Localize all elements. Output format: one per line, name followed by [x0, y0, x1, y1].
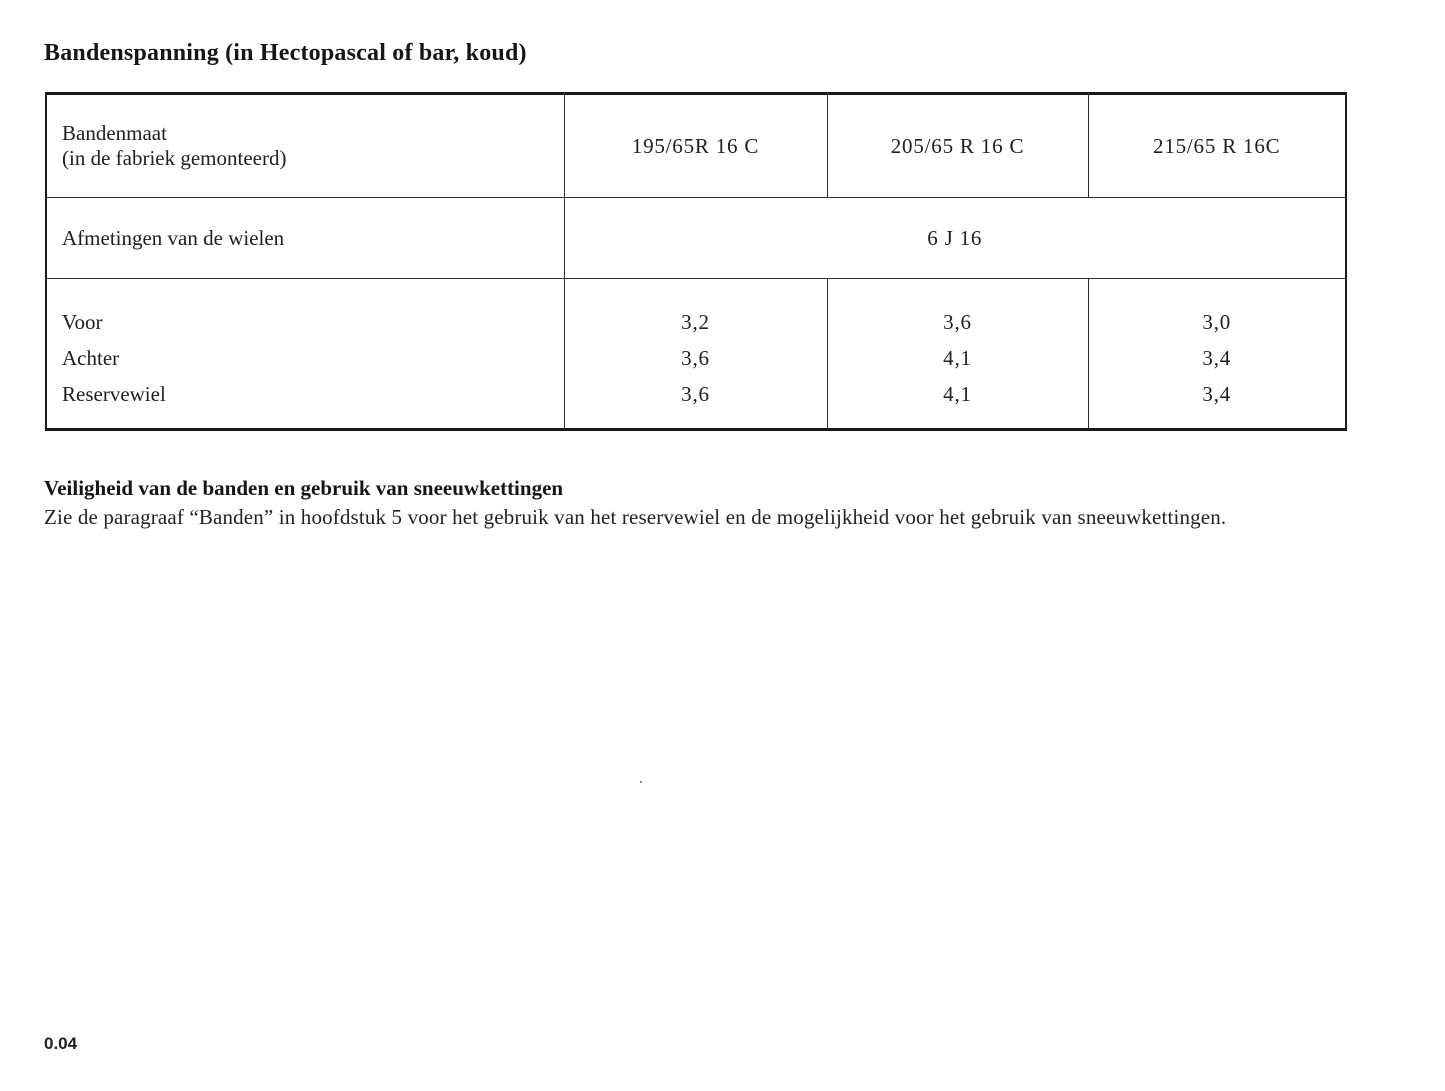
pressure-labels-cell	[46, 279, 564, 430]
tire-size-cell: 195/65R 16 C	[564, 94, 827, 198]
pressure-values-cell	[564, 279, 827, 430]
table-row-wheel-dimensions	[46, 198, 1346, 279]
table-row-pressures	[46, 279, 1346, 430]
pressure-value: 3,4	[1202, 381, 1232, 406]
pressure-label-front: Voor	[62, 309, 103, 334]
tire-pressure-table	[45, 92, 1347, 431]
table-row-tire-size	[46, 94, 1346, 198]
pressure-value: 3,6	[681, 381, 710, 406]
wheel-dimensions-label: Afmetingen van de wielen	[46, 198, 564, 279]
page-title: Bandenspanning (in Hectopascal of bar, koud)	[44, 40, 527, 66]
tire-size-label: Bandenmaat	[62, 121, 167, 145]
pressure-value: 4,1	[943, 345, 972, 370]
pressure-value: 3,6	[943, 309, 972, 334]
tire-size-cell: 205/65 R 16 C	[827, 94, 1088, 198]
pressure-value: 3,6	[681, 345, 710, 370]
tire-size-cell: 215/65 R 16C	[1088, 94, 1346, 198]
page-number: 0.04	[44, 1034, 78, 1053]
pressure-values-cell	[827, 279, 1088, 430]
tire-size-label-cell	[46, 94, 564, 198]
pressure-label-rear: Achter	[62, 345, 120, 370]
wheel-dimensions-value: 6 J 16	[564, 198, 1346, 279]
pressure-value: 3,2	[681, 309, 710, 334]
pressure-value: 3,0	[1202, 309, 1232, 334]
safety-section-body: Zie de paragraaf “Banden” in hoofdstuk 5 voor het gebruik van het reservewiel en de mogelijkheid voor het gebruik van sneeuwkettingen.	[44, 505, 1227, 529]
pressure-value: 4,1	[943, 381, 972, 406]
pressure-value: 3,4	[1202, 345, 1232, 370]
safety-section-heading: Veiligheid van de banden en gebruik van sneeuwkettingen	[44, 476, 564, 500]
scan-artifact	[640, 781, 642, 783]
pressure-label-spare: Reservewiel	[62, 381, 166, 406]
tire-size-sublabel: (in de fabriek gemonteerd)	[62, 146, 287, 170]
pressure-values-cell	[1088, 279, 1346, 430]
